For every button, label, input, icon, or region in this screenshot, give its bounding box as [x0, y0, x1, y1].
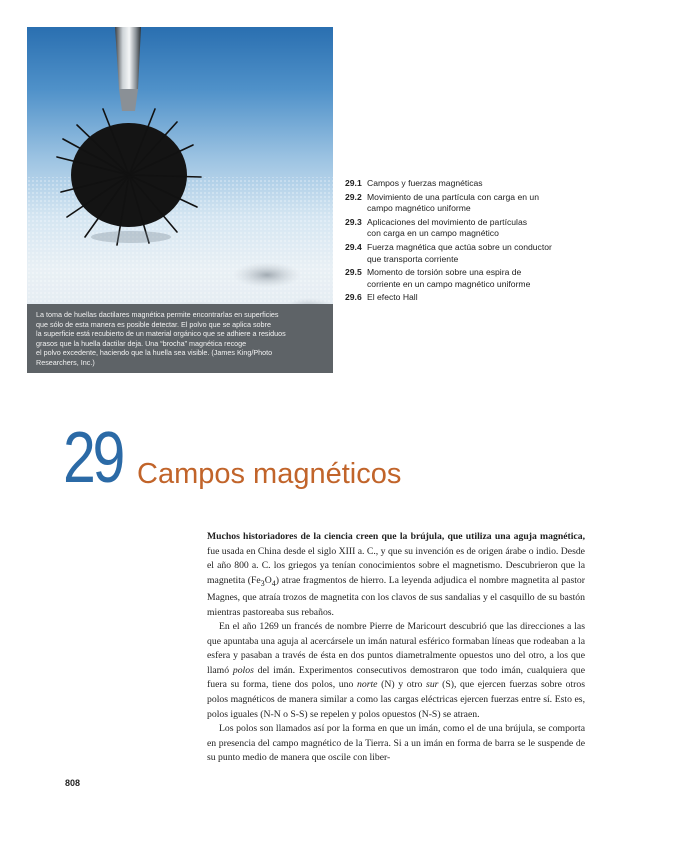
- section-title: Aplicaciones del movimiento de partículas con carga en un campo magnético: [367, 216, 528, 239]
- chapter-photo: [27, 27, 333, 373]
- section-title: Fuerza magnética que actúa sobre un conductor que transporta corriente: [367, 241, 552, 264]
- photo-caption: La toma de huellas dactilares magnética permite encontrarlas en superficies que sólo de esta manera es posible detectar. El polvo que se aplica sobre la superficie está recubierto de un material orgánico que se adhiere a residuos grasos que la huella dactilar deja. Una “brocha” magnética recoge el polvo excedente, haciendo que la huella sea visible. (James King/Photo Researchers, Inc.): [36, 310, 286, 367]
- section-number: 29.6: [345, 292, 362, 303]
- paragraph: [207, 530, 585, 620]
- section-item: [345, 292, 595, 304]
- section-list: [345, 178, 595, 306]
- section-number: 29.1: [345, 178, 362, 188]
- page-number: 808: [65, 778, 81, 788]
- section-item: [345, 192, 595, 215]
- fingerprint-mark: [233, 262, 301, 288]
- text-span: fue usada en China desde el siglo XIII a. C., y que su invención es de origen árabe o indio. Desde el año 800 a. C. los griegos ya tenían conocimientos sobre el magnetismo. Descubrieron que la magnetita (Fe: [207, 545, 585, 586]
- section-title: El efecto Hall: [367, 292, 418, 303]
- section-number: 29.4: [345, 241, 362, 252]
- section-number: 29.5: [345, 267, 362, 278]
- emphasis-term: polos: [232, 664, 254, 676]
- emphasis-term: norte: [357, 679, 378, 691]
- subscript: 4: [271, 578, 276, 588]
- section-item: [345, 267, 595, 290]
- paragraph: [207, 620, 585, 722]
- chapter-body: [207, 530, 585, 766]
- text-span: ) atrae fragmentos de hierro. La leyenda adjudica el nombre magnetita al pastor Magnes, que atraía trozos de magnetita con los clavos de sus sandalias y el casquillo de su bastón mientras pastoreaba sus rebaños.: [207, 574, 585, 618]
- emphasis-term: sur: [426, 679, 439, 691]
- section-item: [345, 217, 595, 240]
- section-title: Momento de torsión sobre una espira de corriente en un campo magnético uniforme: [367, 267, 531, 289]
- chapter-title: Campos magnéticos: [137, 458, 402, 490]
- text-span: del imán. Experimentos consecutivos demostraron que todo imán, cualquiera que fuera su forma, tiene dos polos, uno: [207, 664, 585, 691]
- text-span: (N) y otro: [377, 679, 427, 691]
- brush-handle: [115, 27, 141, 89]
- section-item: [345, 178, 595, 190]
- section-item: [345, 242, 595, 265]
- text-span: (S), que ejercen fuerzas sobre otros polos magnéticos de manera similar a como las cargas eléctricas ejercen fuerzas entre sí. Esto es, polos iguales (N-N o S-S) se repelen y polos opuestos (N-S) se atraen.: [207, 679, 585, 720]
- section-number: 29.3: [345, 216, 362, 227]
- section-title: Movimiento de una partícula con carga en un campo magnético uniforme: [367, 191, 539, 214]
- section-number: 29.2: [345, 191, 362, 202]
- lead-in-text: Muchos historiadores de la ciencia creen que la brújula, que utiliza una aguja magnética,: [207, 531, 585, 542]
- section-title: Campos y fuerzas magnéticas: [367, 178, 483, 188]
- photo-caption-box: [27, 304, 333, 373]
- text-span: O: [264, 574, 272, 586]
- subscript: 3: [260, 578, 265, 588]
- text-span: En el año 1269 un francés de nombre Pierre de Maricourt descubrió que las direcciones a las que apuntaba una aguja al acercársele un imán natural esférico formaban líneas que rodeaban a la esfera y pasaban a través de ésta en dos puntos diametralmente opuestos uno del otro, a los que llamó: [207, 621, 585, 676]
- chapter-number: 29: [63, 418, 123, 498]
- paragraph: Los polos son llamados así por la forma en que un imán, como el de una brújula, se comporta en presencia del campo magnético de la Tierra. Si a un imán en forma de barra se le suspende de su punto medio de manera que oscile con liber-: [207, 723, 585, 764]
